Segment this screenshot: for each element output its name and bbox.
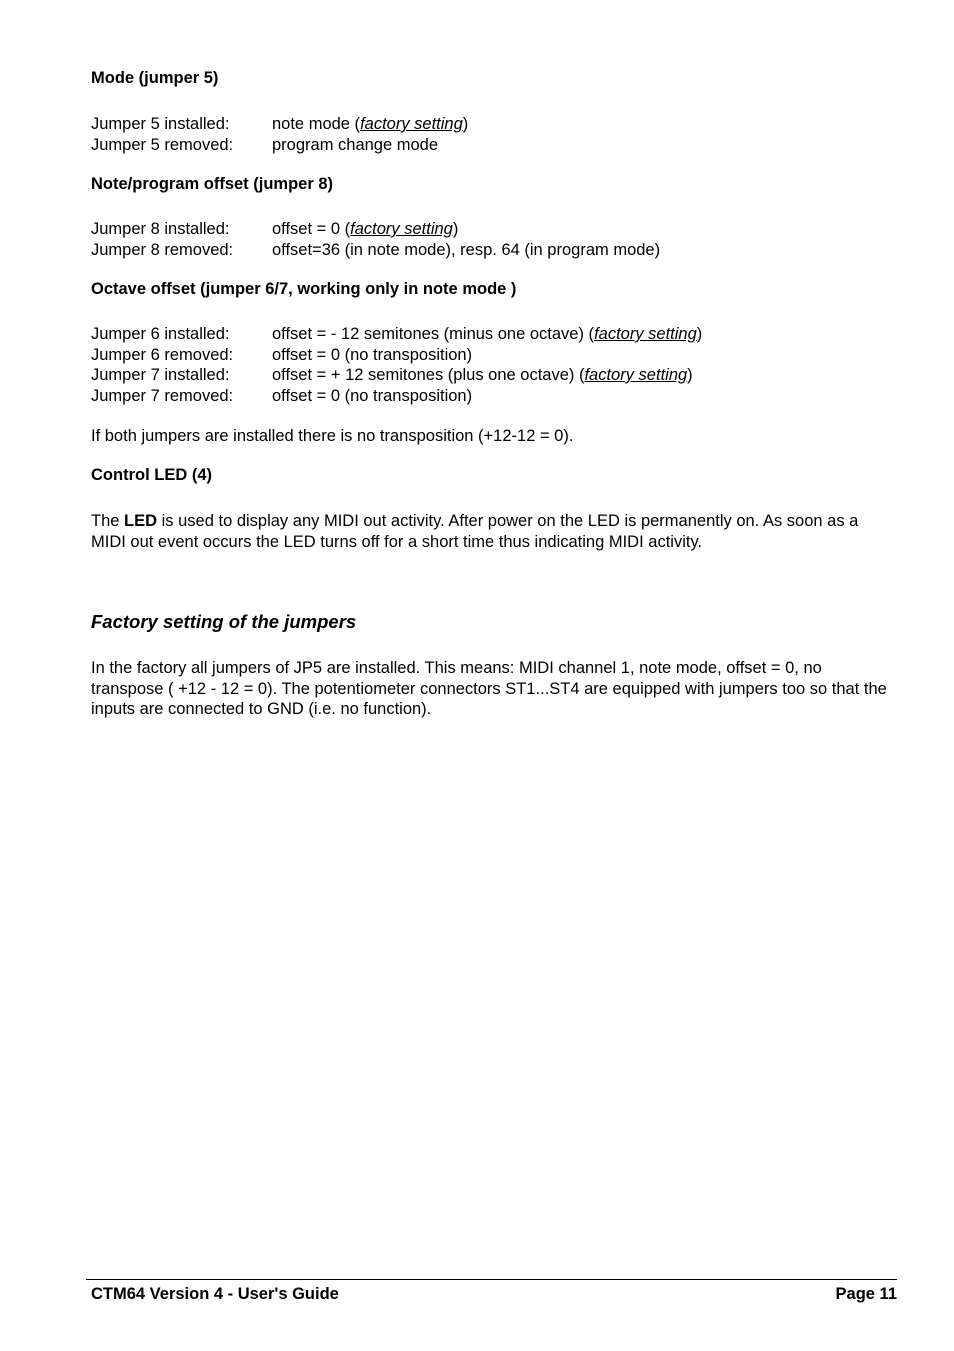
offset-heading: Note/program offset (jumper 8) xyxy=(91,175,334,193)
row-value: program change mode xyxy=(272,135,439,154)
row-value: offset = + 12 semitones (plus one octave) (factory setting) xyxy=(272,366,693,384)
row-label: Jumper 6 removed: xyxy=(91,345,234,364)
factory-paragraph: In the factory all jumpers of JP5 are installed. This means: MIDI channel 1, note mode, offset = 0, no transpose ( +12 - 12 = 0). The potentiometer connectors ST1...ST4 are equipped with jumpers too so that the inputs are connected to GND (i.e. no function). xyxy=(91,659,887,718)
led-paragraph: The LED is used to display any MIDI out activity. After power on the LED is permanently on. As soon as a MIDI out event occurs the LED turns off for a short time thus indicating MIDI activity. xyxy=(91,512,859,551)
row-label: Jumper 7 installed: xyxy=(91,366,230,384)
row-label: Jumper 5 removed: xyxy=(91,135,234,154)
row-label: Jumper 8 installed: xyxy=(91,220,230,238)
factory-heading: Factory setting of the jumpers xyxy=(91,611,357,632)
row-value: offset = 0 (no transposition) xyxy=(272,386,473,405)
row-label: Jumper 8 removed: xyxy=(91,240,234,259)
row-value: offset = - 12 semitones (minus one octave) (factory setting) xyxy=(272,325,703,343)
footer-title: CTM64 Version 4 - User's Guide xyxy=(91,1285,339,1303)
footer-divider xyxy=(86,1279,897,1280)
row-label: Jumper 7 removed: xyxy=(91,386,234,405)
factory-setting-mark: factory setting xyxy=(350,220,453,238)
row-label: Jumper 5 installed: xyxy=(91,115,230,133)
row-value: offset = 0 (no transposition) xyxy=(272,345,473,364)
factory-setting-mark: factory setting xyxy=(584,366,688,384)
row-label: Jumper 6 installed: xyxy=(91,325,230,343)
page-number: Page 11 xyxy=(835,1285,897,1303)
factory-setting-mark: factory setting xyxy=(594,325,697,343)
octave-heading: Octave offset (jumper 6/7, working only in note mode ) xyxy=(91,280,517,298)
factory-setting-mark: factory setting xyxy=(360,115,463,133)
row-value: offset=36 (in note mode), resp. 64 (in program mode) xyxy=(272,240,661,259)
transposition-note: If both jumpers are installed there is no transposition (+12-12 = 0). xyxy=(91,427,574,445)
mode-heading: Mode (jumper 5) xyxy=(91,69,219,87)
led-heading: Control LED (4) xyxy=(91,466,212,484)
row-value: note mode (factory setting) xyxy=(272,115,469,133)
led-term: LED xyxy=(124,512,158,530)
row-value: offset = 0 (factory setting) xyxy=(272,220,459,238)
